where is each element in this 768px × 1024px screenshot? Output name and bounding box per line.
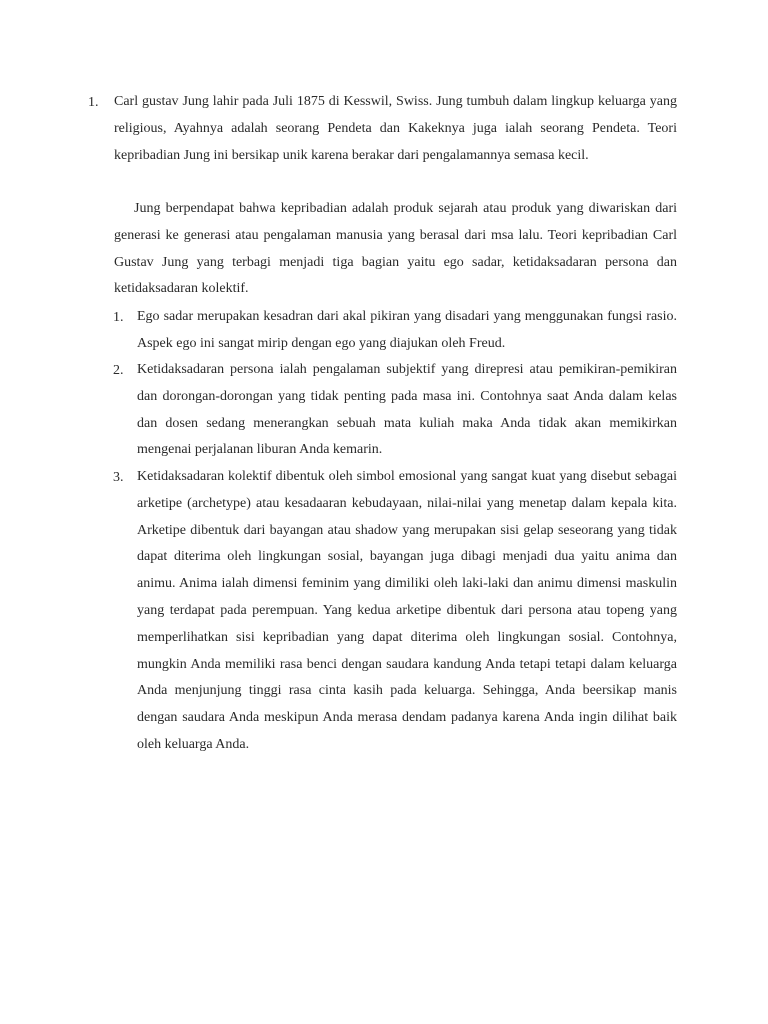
sub-list-item-number: 1. — [113, 310, 124, 325]
sub-list-item-number: 2. — [113, 363, 124, 378]
body-paragraph: Jung berpendapat bahwa kepribadian adalah produk sejarah atau produk yang diwariskan dari generasi ke generasi atau pengalaman manusia yang berasal dari msa lalu. Teori kepribadian Carl Gustav Jung yang terbagi menjadi tiga bagian yaitu ego sadar, ketidaksadaran persona dan ketidaksadaran kolektif. — [114, 201, 677, 297]
sub-list-item-text: Ketidaksadaran persona ialah pengalaman subjektif yang direpresi atau pemikiran-pemikiran dan dorongan-dorongan yang tidak penting pada masa ini. Contohnya saat Anda dalam kelas dan dosen sedang menerangkan sebuah mata kuliah maka Anda tidak akan memikirkan mengenai perjalanan liburan Anda kemarin. — [137, 362, 677, 458]
sub-list-item-number: 3. — [113, 470, 124, 485]
list-item-number: 1. — [88, 95, 99, 110]
sub-list-item-text: Ego sadar merupakan kesadran dari akal pikiran yang disadari yang menggunakan fungsi rasio. Aspek ego ini sangat mirip dengan ego yang diajukan oleh Freud. — [137, 309, 677, 351]
sub-list-item-text: Ketidaksadaran kolektif dibentuk oleh simbol emosional yang sangat kuat yang disebut sebagai arketipe (archetype) atau kesadaaran kebudayaan, nilai-nilai yang menetap dalam kepala kita. Arketipe dibentuk dari bayangan atau shadow yang merupakan sisi gelap seseorang yang tidak dapat diterima oleh lingkungan sosial, bayangan juga dibagi menjadi dua yaitu anima dan animu. Anima ialah dimensi feminim yang dimiliki oleh laki-laki dan animu dimensi maskulin yang terdapat pada perempuan. Yang kedua arketipe dibentuk dari persona atau topeng yang memperlihatkan sisi kepribadian yang dapat diterima oleh lingkungan sosial. Contohnya, mungkin Anda memiliki rasa benci dengan saudara kandung Anda tetapi tetapi dalam keluarga Anda menjunjung tinggi rasa cinta kasih pada keluarga. Sehingga, Anda beersikap manis dengan saudara Anda meskipun Anda merasa dendam padanya karena Anda ingin dilihat baik oleh keluarga Anda. — [137, 469, 677, 752]
list-item-text: Carl gustav Jung lahir pada Juli 1875 di Kesswil, Swiss. Jung tumbuh dalam lingkup keluarga yang religious, Ayahnya adalah seorang Pendeta dan Kakeknya juga ialah seorang Pendeta. Teori kepribadian Jung ini bersikap unik karena berakar dari pengalamannya semasa kecil. — [114, 94, 677, 163]
